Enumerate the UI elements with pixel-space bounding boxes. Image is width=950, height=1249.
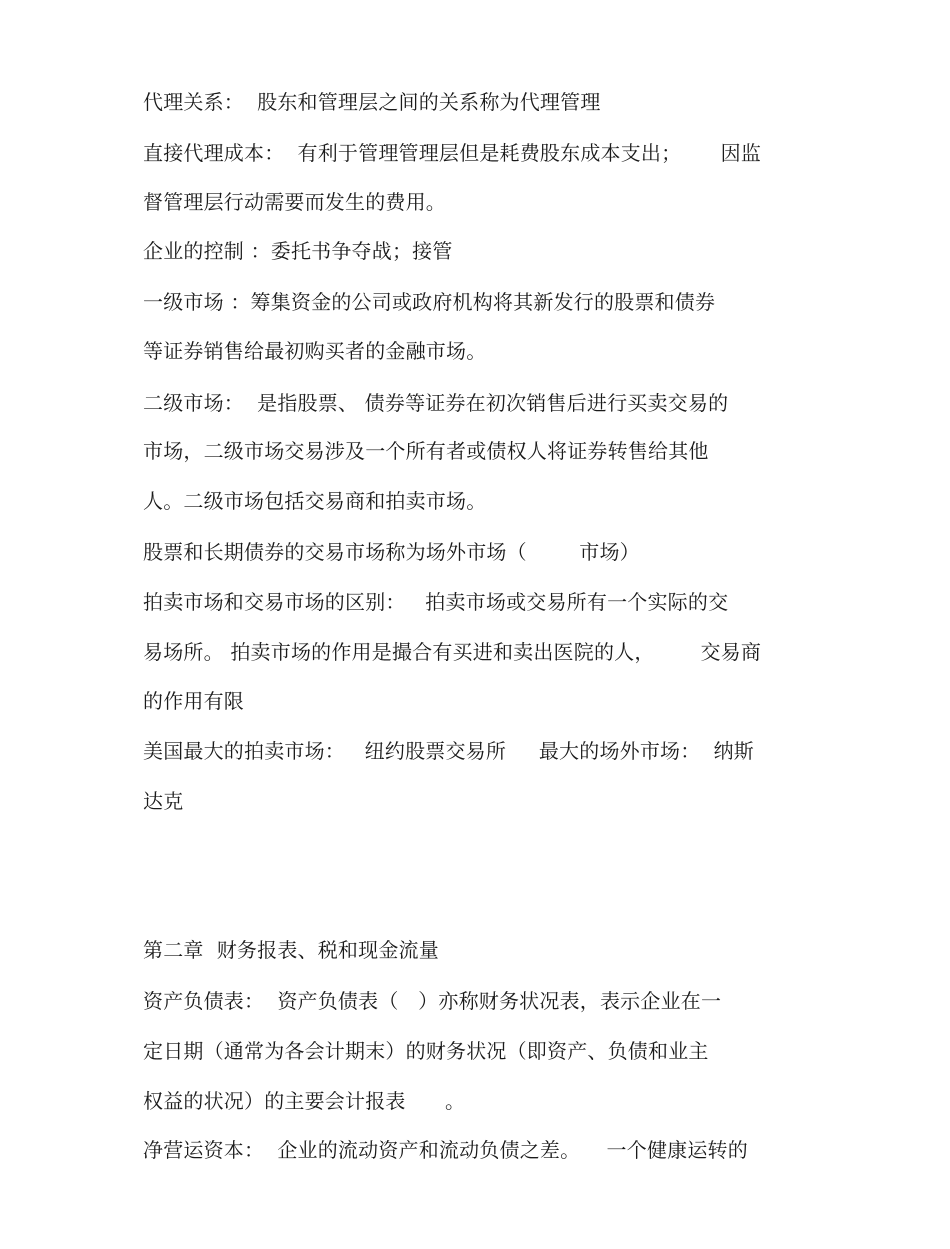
text-line: 定日期（通常为各会计期末）的财务状况（即资产、负债和业主 [143, 1039, 709, 1063]
text-line: 股票和长期债券的交易市场称为场外市场（ 市场） [143, 540, 640, 564]
text-line: 净营运资本： 企业的流动资产和流动负债之差。 一个健康运转的 [143, 1138, 748, 1162]
text-line: 权益的状况）的主要会计报表 。 [143, 1089, 466, 1113]
text-line: 人。二级市场包括交易商和拍卖市场。 [143, 489, 487, 513]
text-line: 等证券销售给最初购买者的金融市场。 [143, 339, 487, 363]
text-line: 易场所。 拍卖市场的作用是撮合有买进和卖出医院的人， 交易商 [143, 640, 762, 664]
text-line: 市场，二级市场交易涉及一个所有者或债权人将证券转售给其他 [143, 439, 709, 463]
text-line: 美国最大的拍卖市场： 纽约股票交易所 最大的场外市场： 纳斯 [143, 739, 754, 763]
chapter-heading: 第二章 财务报表、税和现金流量 [143, 938, 439, 962]
text-line: 直接代理成本： 有利于管理管理层但是耗费股东成本支出； 因监 [143, 141, 762, 165]
text-line: 的作用有限 [143, 689, 244, 713]
text-line: 代理关系： 股东和管理层之间的关系称为代理管理 [143, 90, 601, 114]
text-line: 拍卖市场和交易市场的区别： 拍卖市场或交易所有一个实际的交 [143, 590, 729, 614]
text-line: 二级市场： 是指股票、 债券等证券在初次销售后进行买卖交易的 [143, 391, 729, 415]
text-line: 达克 [143, 789, 184, 813]
text-line: 企业的控制 ：委托书争夺战；接管 [143, 239, 453, 263]
text-line: 一级市场 ：筹集资金的公司或政府机构将其新发行的股票和债券 [143, 290, 716, 314]
text-line: 资产负债表： 资产负债表（ ）亦称财务状况表，表示企业在一 [143, 989, 722, 1013]
text-line: 督管理层行动需要而发生的费用。 [143, 190, 446, 214]
